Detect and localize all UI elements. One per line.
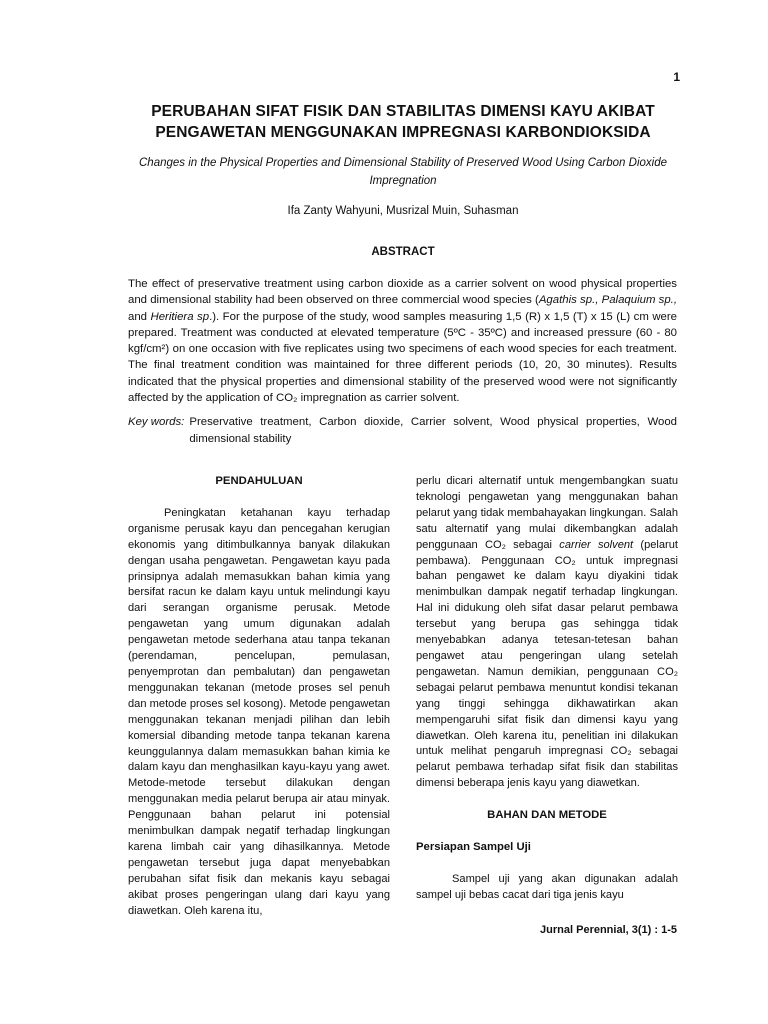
- carrier-solvent-term: carrier solvent: [559, 538, 634, 551]
- methods-paragraph: Sampel uji yang akan digunakan adalah sampel uji bebas cacat dari tiga jenis kayu: [416, 872, 678, 901]
- footer-journal: Jurnal Perennial, 3(: [540, 924, 642, 936]
- intro-continuation-text-2: (pelarut pembawa). Penggunaan CO₂ untuk impregnasi bahan pengawet ke dalam kayu diyakini tidak menimbulkan dampak negatif terhadap lingkungan. Hal ini didukung oleh sifat dasar pelarut pembawa tersebut yang berupa gas sehingga tidak menyebabkan adanya tetesan-tetesan bahan pengawet atau pengeringan ulang setelah pengawetan. Namun demikian, penggunaan CO₂ sebagai pelarut pembawa menuntut kondisi tekanan yang tinggi sehingga dikhawatirkan akan mempengaruhi sifat fisik dan dimensi kayu yang diawetkan. Oleh karena itu, penelitian ini dilakukan untuk melihat pengaruh impregnasi CO₂ sebagai pelarut pembawa terhadap sifat fisik dan stabilitas dimensi beberapa jenis kayu yang diawetkan.: [416, 538, 678, 790]
- page-number: 1: [673, 70, 680, 84]
- abstract-species-1: Agathis sp., Palaquium sp.,: [538, 294, 678, 307]
- intro-continuation-text-1: perlu dicari alternatif untuk mengembangkan suatu teknologi pengawetan yang menggunakan bahan pelarut yang tidak membahayakan lingkungan. Salah satu alternatif yang mulai dikembangkan adalah penggunaan CO₂ sebagai: [416, 475, 678, 551]
- keywords-text: Preservative treatment, Carbon dioxide, Carrier solvent, Wood physical properties, Wood dimensional stability: [189, 416, 677, 445]
- title-line-1: PERUBAHAN SIFAT FISIK DAN STABILITAS DIMENSI KAYU AKIBAT: [151, 103, 655, 120]
- left-column: [128, 474, 390, 919]
- keywords: [128, 414, 677, 447]
- section-heading-bahan-dan-metode: BAHAN DAN METODE: [487, 809, 607, 822]
- abstract-and: and: [128, 310, 151, 323]
- abstract-text-2: .). For the purpose of the study, wood samples measuring 1,5 (R) x 1,5 (T) x 15 (L) cm were prepared. Treatment was conducted at elevated temperature (5ºC - 35ºC) and increased pressure (60 - 80 kgf/cm²) on one occasion with five replicates using two specimens of each wood species for each treatment. The final treatment condition was maintained for three different periods (10, 20, 30 minutes). Results indicated that the physical properties and dimensional stability of the preserved wood were not significantly affected by the application of CO₂ impregnation as carrier solvent.: [128, 310, 678, 405]
- paper-title: [128, 101, 678, 143]
- right-column: [416, 474, 678, 904]
- abstract-body: [128, 276, 677, 406]
- english-subtitle: Changes in the Physical Properties and Dimensional Stability of Preserved Wood Using Carbon Dioxide Impregnation: [139, 157, 667, 187]
- section-heading-pendahuluan: PENDAHULUAN: [215, 475, 303, 487]
- footer-issue: 1: [641, 924, 648, 936]
- keywords-label: Key words:: [128, 416, 185, 428]
- abstract-text-1: The effect of preservative treatment using carbon dioxide as a carrier solvent on wood physical properties and dimensional stability had been observed on three commercial wood species (: [128, 278, 677, 307]
- title-line-2: PENGAWETAN MENGGUNAKAN IMPREGNASI KARBONDIOKSIDA: [155, 124, 651, 141]
- subheading-persiapan-sampel-uji: Persiapan Sampel Uji: [416, 841, 531, 854]
- intro-continuation-paragraph: [416, 474, 678, 792]
- footer-pages: ) : 1-5: [647, 924, 677, 936]
- author-list: Ifa Zanty Wahyuni, Musrizal Muin, Suhasman: [287, 205, 519, 217]
- intro-paragraph: Peningkatan ketahanan kayu terhadap organisme perusak kayu dan pencegahan kerugian ekonomis yang ditimbulkannya banyak dilakukan dengan usaha pengawetan. Pengawetan kayu pada prinsipnya adalah memasukkan bahan kimia yang bersifat racun ke dalam kayu untuk melindungi kayu dari serangan organisme perusak. Metode pengawetan yang umum digunakan adalah pengawetan metode sederhana atau tanpa tekanan (perendaman, pencelupan, pemulasan, penyemprotan dan pembalutan) dan pengawetan menggunakan tekanan (metode proses sel penuh dan metode proses sel kosong). Metode pengawetan menggunakan tekanan menjadi pilihan dan lebih komersial dibanding metode tanpa tekanan karena keunggulannya dalam memasukkan bahan kimia ke dalam kayu dan menghasilkan kayu-kayu yang awet. Metode-metode tersebut dilakukan dengan menggunakan media pelarut berupa air atau minyak. Penggunaan bahan pelarut ini potensial menimbulkan dampak negatif terhadap lingkungan karena limbah cair yang dihasilkannya. Metode pengawetan tersebut juga dapat menyebabkan perubahan sifat fisik dan mekanis kayu sebagai akibat proses pengeringan ulang dari kayu yang diawetkan. Oleh karena itu,: [128, 506, 390, 917]
- abstract-heading: ABSTRACT: [371, 246, 435, 258]
- abstract-species-2: Heritiera sp: [150, 310, 210, 323]
- journal-footer: [460, 924, 677, 936]
